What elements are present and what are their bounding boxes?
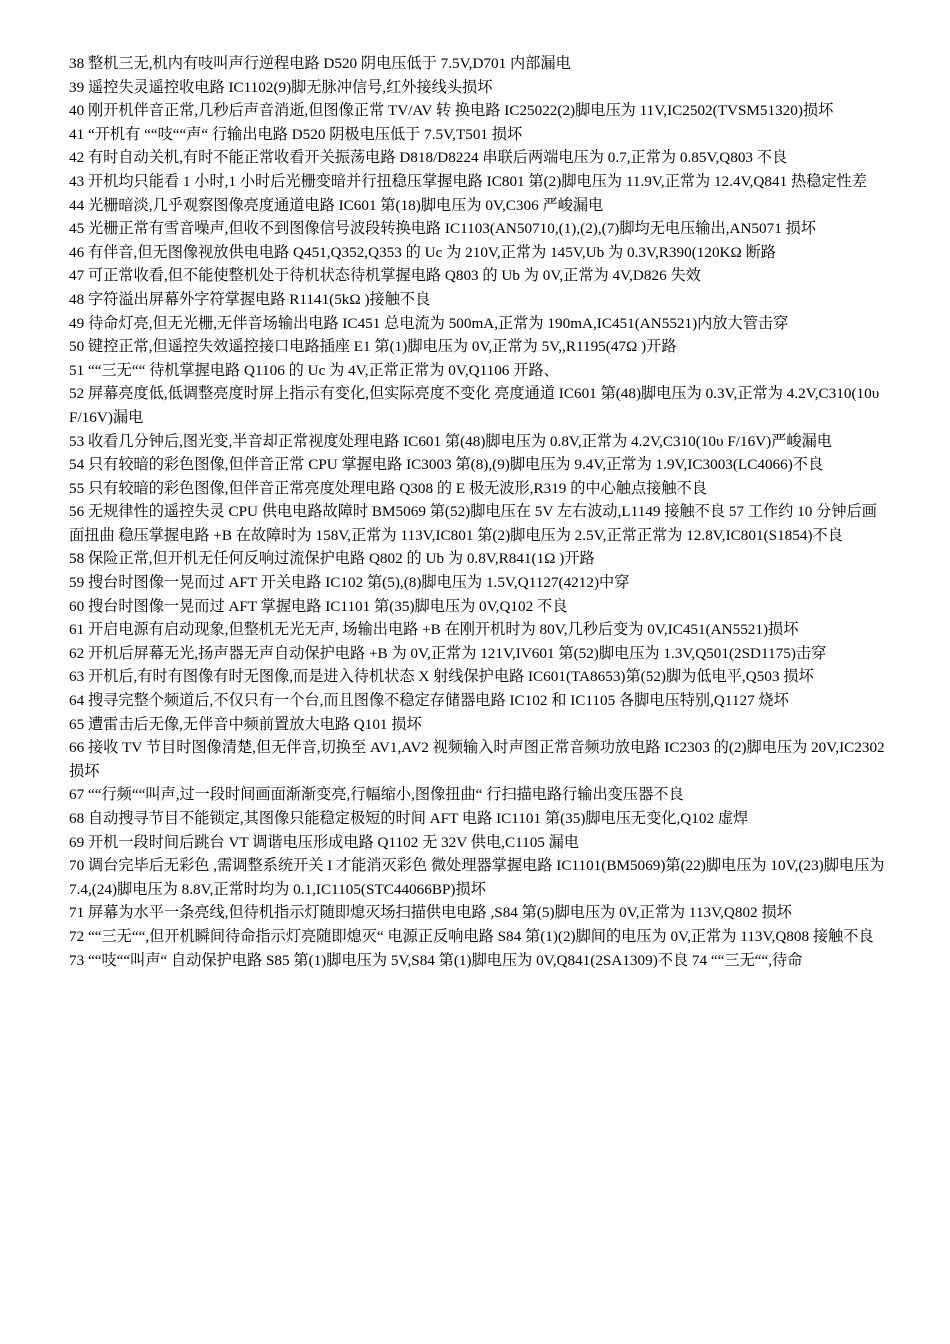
text-line: 64 搜寻完整个频道后,不仅只有一个台,而且图像不稳定存储器电路 IC102 和 IC1105 各脚电压特别,Q1127 烧坏: [69, 692, 789, 710]
text-line: 54 只有较暗的彩色图像,但伴音正常 CPU 掌握电路 IC3003 第(8),(9)脚电压为 9.4V,正常为 1.9V,IC3003(LC4066)不良: [69, 456, 824, 474]
text-line: 71 屏幕为水平一条亮线,但待机指示灯随即熄灭场扫描供电电路 ,S84 第(5)脚电压为 0V,正常为 113V,Q802 损坏: [69, 904, 792, 922]
text-line: 73 ““吱““叫声“ 自动保护电路 S85 第(1)脚电压为 5V,S84 第(1)脚电压为 0V,Q841(2SA1309)不良 74 ““三无““,待命: [69, 951, 803, 969]
text-line: 66 接收 TV 节目时图像清楚,但无伴音,切换至 AV1,AV2 视频输入时声图正常音频功放电路 IC2303 的(2)脚电压为 20V,IC2302 损坏: [69, 739, 885, 780]
text-line: 62 开机后屏幕无光,扬声器无声自动保护电路 +B 为 0V,正常为 121V,IV601 第(52)脚电压为 1.3V,Q501(2SD1175)击穿: [69, 644, 827, 662]
text-line: 67 ““行频““叫声,过一段时间画面渐渐变亮,行幅缩小,图像扭曲“ 行扫描电路行输出变压器不良: [69, 786, 684, 804]
text-line: 45 光栅正常有雪音噪声,但收不到图像信号波段转换电路 IC1103(AN50710,(1),(2),(7)脚均无电压输出,AN5071 损坏: [69, 220, 816, 238]
text-line: 47 可正常收看,但不能使整机处于待机状态待机掌握电路 Q803 的 Ub 为 0V,正常为 4V,D826 失效: [69, 267, 701, 285]
text-line: 56 无规律性的遥控失灵 CPU 供电电路故障时 BM5069 第(52)脚电压在 5V 左右波动,L1149 接触不良 57 工作约 10 分钟后画面扭曲 稳压掌握电路 +B 在故障时为 158V,正常为 113V,IC801 第(2)脚电压为 2.5V,正常正常为 12.8V,IC801(S1854)不良: [69, 503, 877, 544]
text-line: 55 只有较暗的彩色图像,但伴音正常亮度处理电路 Q308 的 E 极无波形,R319 的中心触点接触不良: [69, 479, 707, 497]
text-line: 70 调台完毕后无彩色 ,需调整系统开关 I 才能消灭彩色 微处理器掌握电路 IC1101(BM5069)第(22)脚电压为 10V,(23)脚电压为 7.4,(24)脚电压为 8.8V,正常时均为 0.1,IC1105(STC44066BP)损坏: [69, 857, 885, 898]
text-line: 44 光栅暗淡,几乎观察图像亮度通道电路 IC601 第(18)脚电压为 0V,C306 严峻漏电: [69, 196, 604, 214]
text-line: 52 屏幕亮度低,低调整亮度时屏上指示有变化,但实际亮度不变化 亮度通道 IC601 第(48)脚电压为 0.3V,正常为 4.2V,C310(10υ F/16V)漏电: [69, 385, 880, 426]
document-body: [69, 52, 891, 972]
text-line: 60 搜台时图像一晃而过 AFT 掌握电路 IC1101 第(35)脚电压为 0V,Q102 不良: [69, 597, 568, 615]
text-line: 61 开启电源有启动现象,但整机无光无声, 场输出电路 +B 在刚开机时为 80V,几秒后变为 0V,IC451(AN5521)损坏: [69, 621, 799, 639]
text-line: 53 收看几分钟后,图光变,半音却正常视度处理电路 IC601 第(48)脚电压为 0.8V,正常为 4.2V,C310(10υ F/16V)严峻漏电: [69, 432, 832, 450]
text-line: 58 保险正常,但开机无任何反响过流保护电路 Q802 的 Ub 为 0.8V,R841(1Ω )开路: [69, 550, 595, 568]
text-line: 69 开机一段时间后跳台 VT 调谐电压形成电路 Q1102 无 32V 供电,C1105 漏电: [69, 833, 580, 851]
text-line: 41 “开机有 ““吱““声“ 行输出电路 D520 阴极电压低于 7.5V,T501 损坏: [69, 125, 523, 143]
text-line: 65 遭雷击后无像,无伴音中频前置放大电路 Q101 损坏: [69, 715, 422, 733]
text-line: 43 开机均只能看 1 小时,1 小时后光栅变暗并行扭稳压掌握电路 IC801 第(2)脚电压为 11.9V,正常为 12.4V,Q841 热稳定性差: [69, 172, 867, 190]
text-line: 39 遥控失灵遥控收电路 IC1102(9)脚无脉冲信号,红外接线头损坏: [69, 78, 493, 96]
text-line: 48 字符溢出屏幕外字符掌握电路 R1141(5kΩ )接触不良: [69, 290, 431, 308]
text-line: 50 键控正常,但遥控失效遥控接口电路插座 E1 第(1)脚电压为 0V,正常为 5V,,R1195(47Ω )开路: [69, 338, 677, 356]
text-line: 51 ““三无““ 待机掌握电路 Q1106 的 Uc 为 4V,正常正常为 0V,Q1106 开路、: [69, 361, 559, 379]
text-line: 40 刚开机伴音正常,几秒后声音消逝,但图像正常 TV/AV 转 换电路 IC25022(2)脚电压为 11V,IC2502(TVSM51320)损坏: [69, 102, 834, 120]
text-line: 72 ““三无““,但开机瞬间待命指示灯亮随即熄灭“ 电源正反响电路 S84 第(1)(2)脚间的电压为 0V,正常为 113V,Q808 接触不良: [69, 927, 874, 945]
text-line: 38 整机三无,机内有吱叫声行逆程电路 D520 阴电压低于 7.5V,D701 内部漏电: [69, 55, 571, 72]
text-line: 63 开机后,有时有图像有时无图像,而是进入待机状态 X 射线保护电路 IC601(TA8653)第(52)脚为低电平,Q503 损坏: [69, 668, 814, 686]
text-line: 59 搜台时图像一晃而过 AFT 开关电路 IC102 第(5),(8)脚电压为 1.5V,Q1127(4212)中穿: [69, 574, 630, 592]
text-line: 68 自动搜寻节目不能锁定,其图像只能稳定极短的时间 AFT 电路 IC1101 第(35)脚电压无变化,Q102 虚焊: [69, 810, 749, 827]
text-line: 42 有时自动关机,有时不能正常收看开关振荡电路 D818/D8224 串联后两端电压为 0.7,正常为 0.85V,Q803 不良: [69, 149, 788, 167]
text-line: 49 待命灯亮,但无光栅,无伴音场输出电路 IC451 总电流为 500mA,正常为 190mA,IC451(AN5521)内放大管击穿: [69, 314, 789, 332]
text-line: 46 有伴音,但无图像视放供电电路 Q451,Q352,Q353 的 Uc 为 210V,正常为 145V,Ub 为 0.3V,R390(120KΩ 断路: [69, 243, 776, 261]
